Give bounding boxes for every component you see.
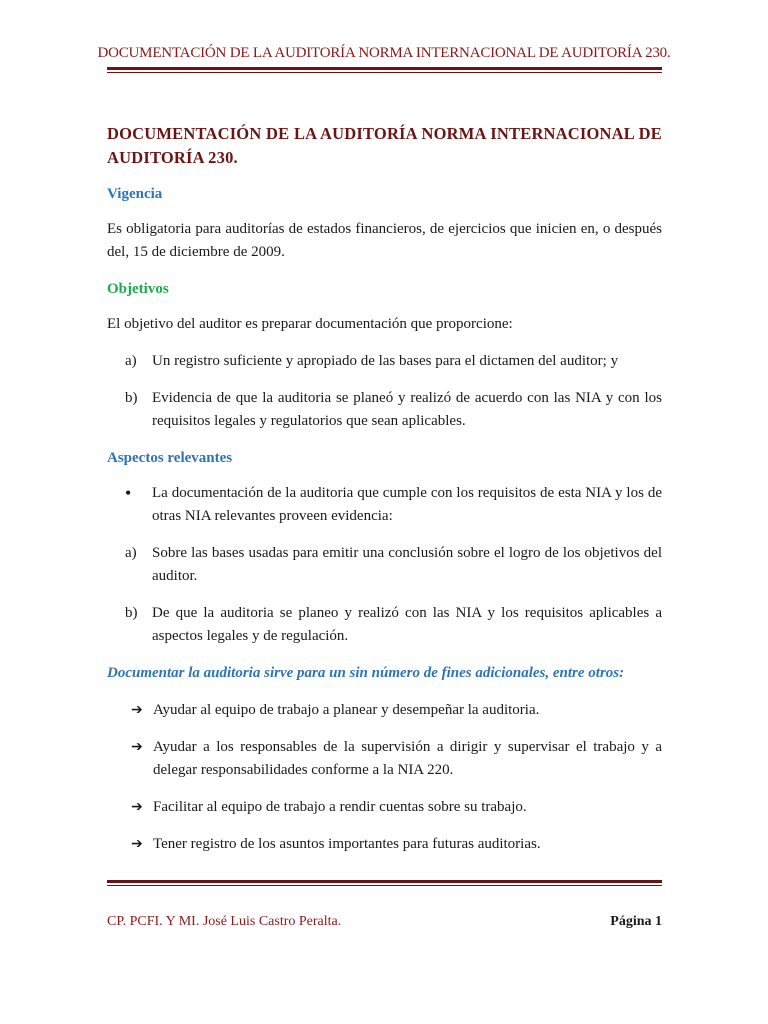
list-item-text: Sobre las bases usadas para emitir una conclusión sobre el logro de los objetivos del auditor. [152, 545, 662, 584]
list-item-text: Evidencia de que la auditoria se planeó y realizó de acuerdo con las NIA y con los requisitos legales y regulatorios que sean aplicables. [152, 390, 662, 429]
heading-objetivos: Objetivos [107, 281, 169, 297]
heading-aspectos: Aspectos relevantes [107, 450, 233, 466]
list-item-text: Un registro suficiente y apropiado de las bases para el dictamen del auditor; y [152, 353, 619, 369]
header-rule [107, 67, 662, 73]
page-number: Página 1 [610, 914, 662, 929]
footer-author: CP. PCFI. Y MI. José Luis Castro Peralta. [107, 914, 342, 929]
arrow-item-text: Tener registro de los asuntos importantes para futuras auditorias. [153, 836, 541, 852]
list-marker: a) [125, 545, 137, 561]
arrow-right-icon: ➔ [131, 800, 143, 815]
list-item [107, 602, 662, 648]
footer-rule [107, 880, 662, 886]
arrow-item-text: Ayudar al equipo de trabajo a planear y desempeñar la auditoria. [153, 702, 540, 718]
list-item-text: De que la auditoria se planeo y realizó con las NIA y los requisitos aplicables a aspectos legales y de regulación. [152, 605, 662, 644]
list-item [107, 387, 662, 433]
heading-vigencia: Vigencia [107, 186, 163, 202]
page-content [107, 122, 662, 870]
paragraph-objetivos-intro: El objetivo del auditor es preparar documentación que proporcione: [107, 316, 513, 332]
arrow-right-icon: ➔ [131, 740, 143, 755]
arrow-item [107, 796, 662, 819]
arrow-right-icon: ➔ [131, 703, 143, 718]
list-item [107, 350, 662, 373]
list-item [107, 542, 662, 588]
list-marker: a) [125, 353, 137, 369]
bullet-icon: • [125, 483, 132, 503]
heading-fines: Documentar la auditoria sirve para un sin número de fines adicionales, entre otros: [107, 665, 625, 681]
arrow-item-text: Ayudar a los responsables de la supervisión a dirigir y supervisar el trabajo y a delegar responsabilidades conforme a la NIA 220. [153, 739, 662, 778]
list-marker: b) [125, 605, 138, 621]
bullet-item [107, 482, 662, 528]
running-header: DOCUMENTACIÓN DE LA AUDITORÍA NORMA INTERNACIONAL DE AUDITORÍA 230. [97, 45, 671, 61]
arrow-item [107, 833, 662, 856]
arrow-item [107, 699, 662, 722]
document-title: DOCUMENTACIÓN DE LA AUDITORÍA NORMA INTERNACIONAL DE AUDITORÍA 230. [107, 124, 662, 167]
bullet-item-text: La documentación de la auditoria que cumple con los requisitos de esta NIA y los de otras NIA relevantes proveen evidencia: [152, 485, 662, 524]
arrow-item-text: Facilitar al equipo de trabajo a rendir cuentas sobre su trabajo. [153, 799, 527, 815]
arrow-right-icon: ➔ [131, 837, 143, 852]
paragraph-vigencia: Es obligatoria para auditorías de estados financieros, de ejercicios que inicien en, o después del, 15 de diciembre de 2009. [107, 221, 662, 260]
arrow-item [107, 736, 662, 782]
list-marker: b) [125, 390, 138, 406]
